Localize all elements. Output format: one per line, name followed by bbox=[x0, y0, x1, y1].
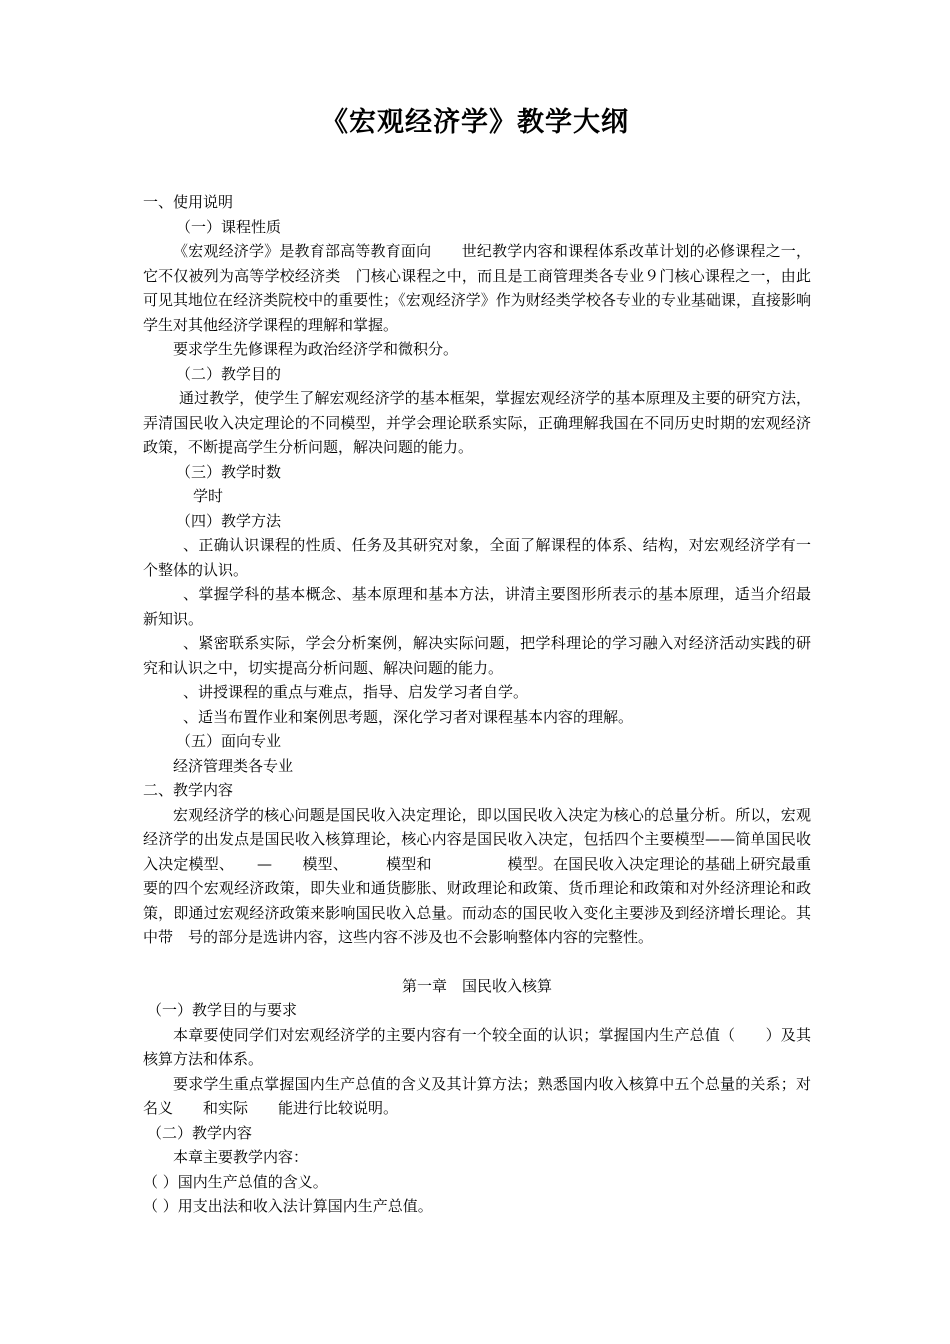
paragraph: 本章要使同学们对宏观经济学的主要内容有一个较全面的认识；掌握国内生产总值（ ）及其核算方法和体系。 bbox=[143, 1025, 811, 1068]
section-heading: 一、使用说明 bbox=[143, 193, 234, 211]
list-item: 、讲授课程的重点与难点，指导、启发学习者自学。 bbox=[183, 683, 529, 701]
document-body bbox=[143, 190, 811, 1219]
paragraph: 经济管理类各专业 bbox=[173, 756, 294, 775]
subsection-heading: （四）教学方法 bbox=[176, 511, 282, 530]
document-title: 《宏观经济学》教学大纲 bbox=[321, 107, 629, 138]
chapter-title: 第一章 国民收入核算 bbox=[401, 976, 552, 995]
list-item: （ ）国内生产总值的含义。 bbox=[143, 1172, 328, 1191]
paragraph: 要求学生重点掌握国内生产总值的含义及其计算方法；熟悉国内收入核算中五个总量的关系；对名义 和实际 能进行比较说明。 bbox=[143, 1074, 811, 1117]
paragraph: 宏观经济学的核心问题是国民收入决定理论，即以国民收入决定为核心的总量分析。所以，宏观经济学的出发点是国民收入核算理论，核心内容是国民收入决定，包括四个主要模型——简单国民收入决定模型、 — 模型、 模型和 模型。在国民收入决定理论的基础上研究最重要的四个宏观经济政策，即失业和通货膨胀、财政理论和政策、货币理论和政策和对外经济理论和政策，即通过宏观经济政策来影响国民收入总量。而动态的国民收入变化主要涉及到经济增长理论。其中带 号的部分是选讲内容，这些内容不涉及也不会影响整体内容的完整性。 bbox=[143, 805, 811, 946]
list-item: 、紧密联系实际，学会分析案例，解决实际问题，把学科理论的学习融入对经济活动实践的研究和认识之中，切实提高分析问题、解决问题的能力。 bbox=[143, 634, 811, 677]
paragraph: 通过教学，使学生了解宏观经济学的基本框架，掌握宏观经济学的基本原理及主要的研究方法，弄清国民收入决定理论的不同模型，并学会理论联系实际，正确理解我国在不同历史时期的宏观经济政策，不断提高学生分析问题，解决问题的能力。 bbox=[143, 389, 811, 456]
list-item: 、正确认识课程的性质、任务及其研究对象，全面了解课程的体系、结构，对宏观经济学有一个整体的认识。 bbox=[143, 536, 811, 579]
subsection-heading: （一）教学目的与要求 bbox=[147, 1001, 298, 1019]
list-item: 、掌握学科的基本概念、基本原理和基本方法，讲清主要图形所表示的基本原理，适当介绍最新知识。 bbox=[143, 585, 811, 628]
subsection-heading: （五）面向专业 bbox=[176, 732, 282, 750]
subsection-heading: （二）教学内容 bbox=[147, 1123, 253, 1142]
list-item: （ ）用支出法和收入法计算国内生产总值。 bbox=[143, 1197, 433, 1215]
subsection-heading: （二）教学目的 bbox=[176, 364, 282, 383]
paragraph: 学时 bbox=[193, 487, 224, 505]
section-heading: 二、教学内容 bbox=[143, 781, 234, 799]
subsection-heading: （一）课程性质 bbox=[176, 217, 282, 236]
paragraph: 《宏观经济学》是教育部高等教育面向 世纪教学内容和课程体系改革计划的必修课程之一，它不仅被列为高等学校经济类 门核心课程之中，而且是工商管理类各专业９门核心课程之一，由此可见其地位在经济类院校中的重要性；《宏观经济学》作为财经类学校各专业的专业基础课，直接影响学生对其他经济学课程的理解和掌握。 bbox=[143, 242, 811, 334]
paragraph: 本章主要教学内容： bbox=[173, 1148, 309, 1166]
list-item: 、适当布置作业和案例思考题，深化学习者对课程基本内容的理解。 bbox=[183, 707, 634, 726]
paragraph: 要求学生先修课程为政治经济学和微积分。 bbox=[173, 340, 459, 358]
subsection-heading: （三）教学时数 bbox=[176, 462, 282, 481]
